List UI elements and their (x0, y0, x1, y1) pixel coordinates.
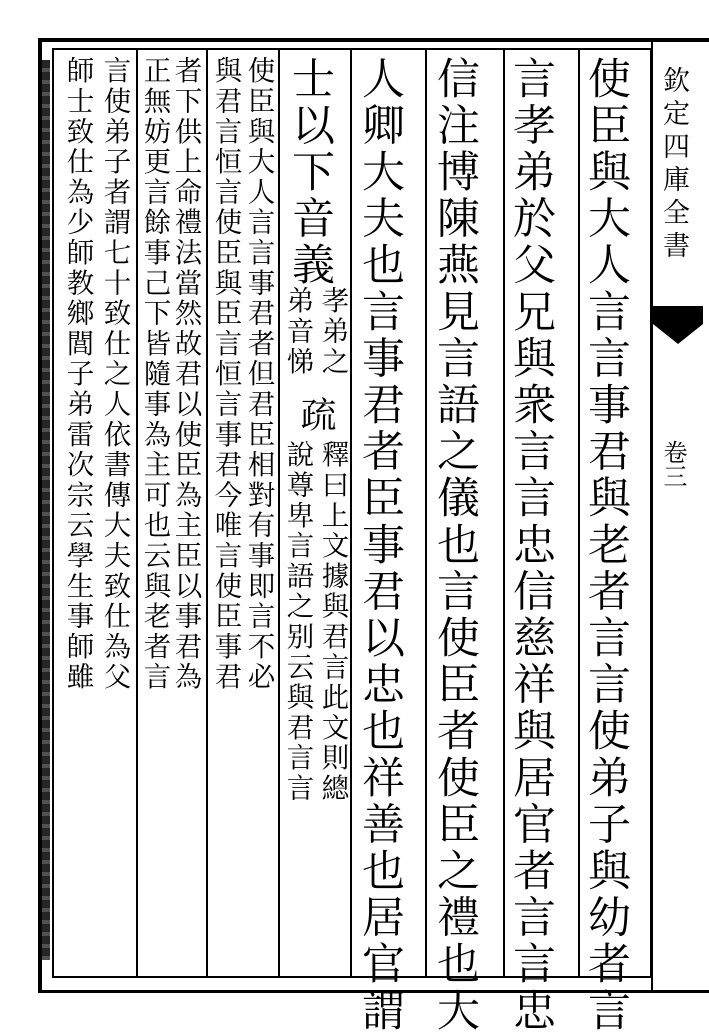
commentary-column-12: 師士致仕為少師教鄉閭子弟雷次宗云學生事師雖 (61, 56, 94, 693)
commentary-column-9: 者下供上命禮法當然故君以使臣為主臣以事君為 (169, 56, 202, 693)
book-title: 欽定四庫全書 (658, 66, 689, 264)
text-column-3: 信注博陳燕見言語之儀也言使臣者使臣之禮也大 (430, 56, 480, 1035)
commentary-column-11: 言使弟子者謂七十致仕之人依書傳大夫致仕為父 (98, 56, 131, 693)
column-rule (425, 50, 427, 976)
column-rule (136, 50, 138, 976)
commentary-note: 孝弟之 (316, 286, 349, 377)
center-fold-line (651, 40, 653, 990)
column-rule (350, 50, 352, 976)
commentary-column-8: 與君言恒言使臣與臣言恒言事君今唯言使臣事君 (209, 56, 242, 693)
text-column-1: 使臣與大人言言事君與老者言言使弟子與幼者言 (581, 56, 631, 1035)
commentary-column-5: 釋曰上文據與君言此文則總 (316, 440, 349, 804)
commentary-column-7: 使臣與大人言言事君者但君臣相對有事即言不必 (242, 56, 275, 693)
fishtail-mark-icon (653, 306, 703, 356)
column-rule (206, 50, 208, 976)
text-column-2: 言孝弟於父兄與衆言言忠信慈祥與居官者言言忠 (506, 56, 556, 1035)
text-column-4: 人卿大夫也言事君者臣事君以忠也祥善也居官謂 (355, 56, 405, 1035)
commentary-column-10: 正無妨更言餘事己下皆隨事為主可也云與老者言 (138, 56, 171, 693)
volume-label: 卷三 (659, 440, 687, 488)
shu-marker: 疏 (295, 396, 336, 436)
text-column-5-main: 士以下音義 (285, 56, 335, 289)
commentary-note: 弟音悌 (281, 286, 314, 377)
column-rule (503, 50, 505, 976)
column-rule (278, 50, 280, 976)
column-rule (578, 50, 580, 976)
commentary-column-6: 說尊卑言語之别云與君言言 (281, 440, 314, 804)
